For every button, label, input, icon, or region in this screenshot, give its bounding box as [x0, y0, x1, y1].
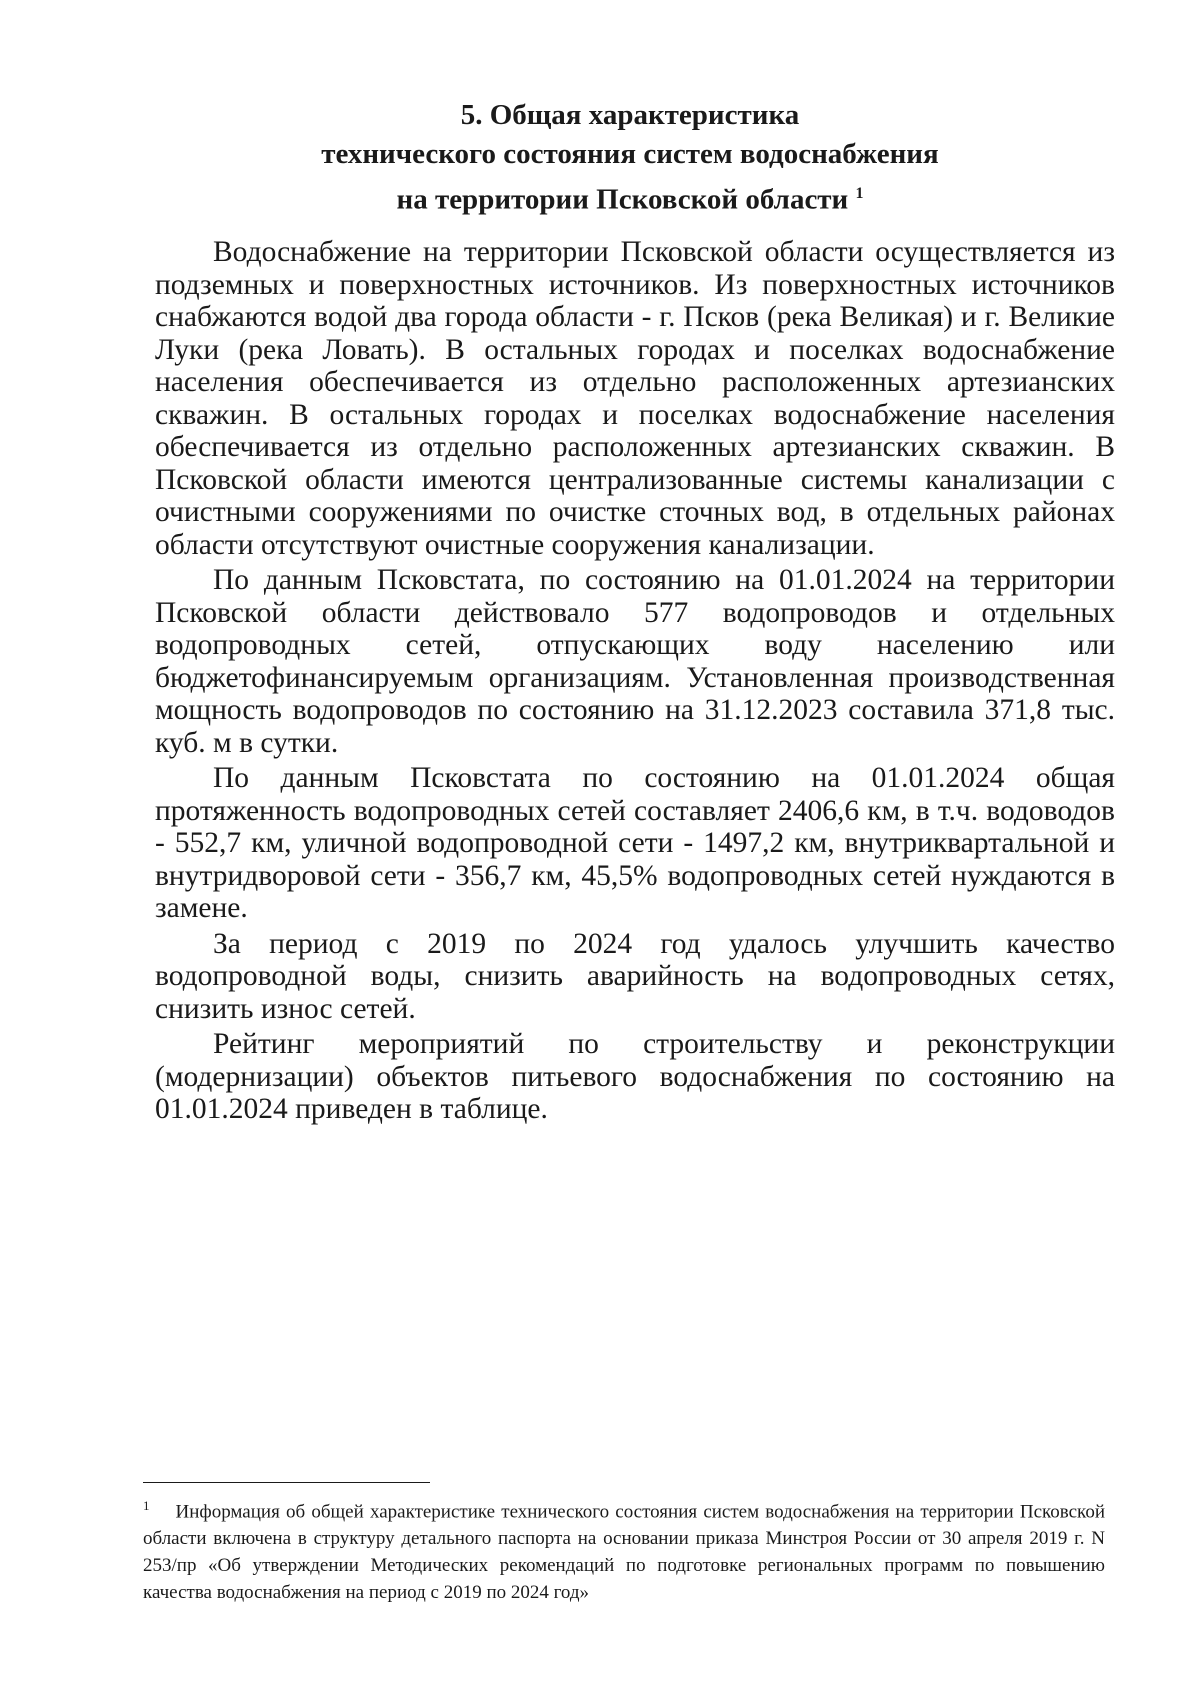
- section-title: [150, 96, 1110, 220]
- paragraph-water-sources: Водоснабжение на территории Псковской области осуществляется из подземных и поверхностных источников. Из поверхностных источников снабжаются водой два города области - г. Псков (река Великая) и г. Великие Луки (река Ловать). В остальных городах и поселках водоснабжение населения обеспечивается из отдельно расположенных артезианских скважин. В остальных городах и поселках водоснабжение населения обеспечивается из отдельно расположенных артезианских скважин. В Псковской области имеются централизованные системы канализации с очистными сооружениями по очистке сточных вод, в отдельных районах области отсутствуют очистные сооружения канализации.: [155, 236, 1115, 561]
- paragraph-network-length: По данным Псковстата по состоянию на 01.01.2024 общая протяженность водопроводных сетей составляет 2406,6 км, в т.ч. водоводов - 552,7 км, уличной водопроводной сети - 1497,2 км, внутриквартальной и внутридворовой сети - 356,7 км, 45,5% водопроводных сетей нуждаются в замене.: [155, 762, 1115, 924]
- footnote-separator: [143, 1482, 430, 1483]
- title-footnote-ref[interactable]: 1: [855, 185, 864, 202]
- title-line-3-text: на территории Псковской области: [396, 183, 849, 216]
- paragraph-rating: Рейтинг мероприятий по строительству и реконструкции (модернизации) объектов питьевого водоснабжения по состоянию на 01.01.2024 приведен в таблице.: [155, 1028, 1115, 1125]
- paragraph-water-pipelines-count: По данным Псковстата, по состоянию на 01.01.2024 на территории Псковской области действовало 577 водопроводов и отдельных водопроводных сетей, отпускающих воду населению или бюджетофинансируемым организациям. Установленная производственная мощность водопроводов по состоянию на 31.12.2023 составила 371,8 тыс. куб. м в сутки.: [155, 564, 1115, 759]
- footnote-text: Информация об общей характеристике технического состояния систем водоснабжения на территории Псковской области включена в структуру детального паспорта на основании приказа Минстроя России от 30 апреля 2019 г. N 253/пр «Об утверждении Методических рекомендаций по подготовке региональных программ по повышению качества водоснабжения на период с 2019 по 2024 год»: [143, 1501, 1105, 1604]
- title-line-2: технического состояния систем водоснабжения: [321, 138, 939, 170]
- body-text: [155, 236, 1115, 1126]
- footnote: [143, 1492, 1105, 1606]
- paragraph-improvements: За период с 2019 по 2024 год удалось улучшить качество водопроводной воды, снизить аварийность на водопроводных сетях, снизить износ сетей.: [155, 927, 1115, 1025]
- footnote-mark: 1: [143, 1498, 150, 1513]
- title-line-3: [150, 174, 1110, 220]
- title-line-1: 5. Общая характеристика: [460, 99, 800, 131]
